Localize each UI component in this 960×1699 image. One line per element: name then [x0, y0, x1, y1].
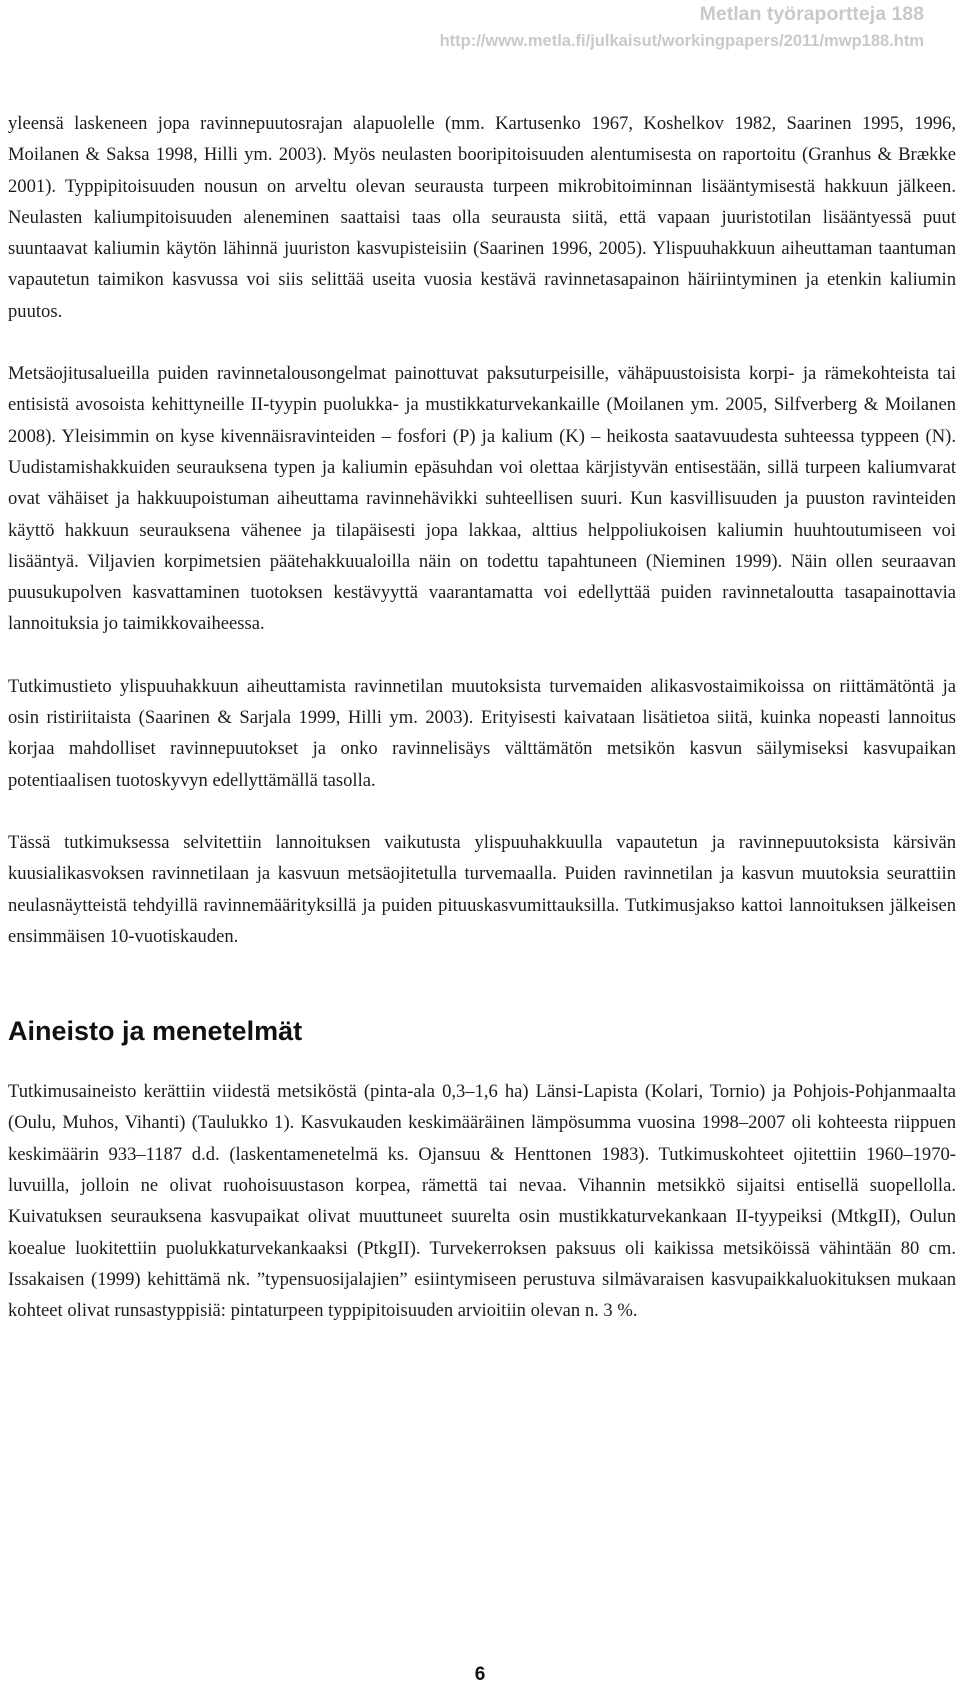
page-number: 6 [474, 1664, 486, 1685]
page-header [440, 0, 924, 53]
series-title: Metlan työraportteja 188 [699, 3, 924, 25]
section-heading-materials-methods: Aineisto ja menetelmät [8, 1016, 303, 1047]
paragraph-materials: Tutkimusaineisto kerättiin viidestä metsiköstä (pinta-ala 0,3–1,6 ha) Länsi-Lapista (Kolari, Tornio) ja Pohjois-Pohjanmaalta (Oulu, Muhos, Vihanti) (Taulukko 1). Kasvukauden keskimääräinen lämpösumma vuosina 1998–2007 oli kohteesta riippuen keskimäärin 933–1187 d.d. (laskentamenetelmä ks. Ojansuu & Henttonen 1983). Tutkimuskohteet ojitettiin 1960–1970-luvuilla, jolloin ne olivat ruohoisuustason korpea, rämettä tai nevaa. Vihannin metsikkö sijaitsi entisellä suopellolla. Kuivatuksen seurauksena kasvupaikat olivat muuttuneet suurelta osin mustikkaturvekankaan II-tyypeiksi (MtkgII), Oulun koealue luokitettiin puolukkaturvekankaaksi (PtkgII). Turvekerroksen paksuus oli kaikissa metsiköissä vähintään 80 cm. Issakaisen (1999) kehittämä nk. ”typensuosijalajien” esiintymiseen perustuva silmävaraisen kasvupaikkaluokituksen mukaan kohteet olivat runsastyppisiä: pintaturpeen typpipitoisuuden arvioitiin olevan n. 3 %. [8, 1081, 956, 1322]
paragraph-study-aim: Tässä tutkimuksessa selvitettiin lannoituksen vaikutusta ylispuuhakkuulla vapautetun ja ravinnepuutoksista kärsivän kuusialikasvoksen ravinnetilaan ja kasvuun metsäojitetulla turvemaalla. Puiden ravinnetilan ja kasvun muutoksia seurattiin neulasnäytteistä tehdyillä ravinnemäärityksillä ja puiden pituuskasvumittauksilla. Tutkimusjakso kattoi lannoituksen jälkeisen ensimmäisen 10-vuotiskauden. [8, 831, 956, 947]
document-body [8, 108, 956, 1327]
publication-url[interactable]: http://www.metla.fi/julkaisut/workingpapers/2011/mwp188.htm [439, 32, 924, 50]
paragraph-research-gap: Tutkimustieto ylispuuhakkuun aiheuttamista ravinnetilan muutoksista turvemaiden alikasvostaimikoissa on riittämätöntä ja osin ristiriitaista (Saarinen & Sarjala 1999, Hilli ym. 2003). Erityisesti kaivataan lisätietoa siitä, kuinka nopeasti lannoitus korjaa mahdolliset ravinnepuutokset ja onko ravinnelisäys välttämätön metsikön kasvun säilymiseksi kasvupaikan potentiaalisen tuotoskyvyn edellyttämällä tasolla. [8, 675, 956, 791]
paragraph-drained-peatlands: Metsäojitusalueilla puiden ravinnetalousongelmat painottuvat paksuturpeisille, vähäpuustoisista korpi- ja rämekohteista tai entisistä avosoista kehittyneille II-tyypin puolukka- ja mustikkaturvekankaille (Moilanen ym. 2005, Silfverberg & Moilanen 2008). Yleisimmin on kyse kivennäisravinteiden – fosfori (P) ja kalium (K) – heikosta saatavuudesta suhteessa typpeen (N). Uudistamishakkuiden seurauksena typen ja kaliumin epäsuhdan voi olettaa kärjistyvän entisestään, sillä turpeen kaliumvarat ovat vähäiset ja hakkuupoistuman aiheuttama ravinnehävikki suhteellisen suuri. Kun kasvillisuuden ja puuston ravinteiden käyttö hakkuun seurauksena vähenee ja tilapäisesti jopa lakkaa, alttius helppoliukoisen kaliumin huuhtoutumiseen voi lisääntyä. Viljavien korpimetsien päätehakkuualoilla näin on todettu tapahtuneen (Nieminen 1999). Näin ollen seuraavan puusukupolven kasvattaminen tuotoksen kestävyyttä vaarantamatta voi edellyttää puiden ravinnetaloutta tasapainottavia lannoituksia jo taimikkovaiheessa. [8, 363, 956, 635]
paragraph-nutrient-imbalance: yleensä laskeneen jopa ravinnepuutosrajan alapuolelle (mm. Kartusenko 1967, Koshelkov 1982, Saarinen 1995, 1996, Moilanen & Saksa 1998, Hilli ym. 2003). Myös neulasten booripitoisuuden alentumisesta on raportoitu (Granhus & Brække 2001). Typpipitoisuuden nousun on arveltu olevan seurausta turpeen mikrobitoiminnan lisääntymisestä hakkuun jälkeen. Neulasten kaliumpitoisuuden aleneminen saattaisi taas olla seurausta siitä, että vapaan juuristotilan lisääntyessä puut suuntaavat kaliumin käytön lähinnä juuriston kasvupisteisiin (Saarinen 1996, 2005). Ylispuuhakkuun aiheuttaman taantuman vapautetun taimikon kasvussa voi siis selittää useita vuosia kestävä ravinnetasapainon häiriintyminen ja etenkin kaliumin puutos. [8, 113, 956, 322]
